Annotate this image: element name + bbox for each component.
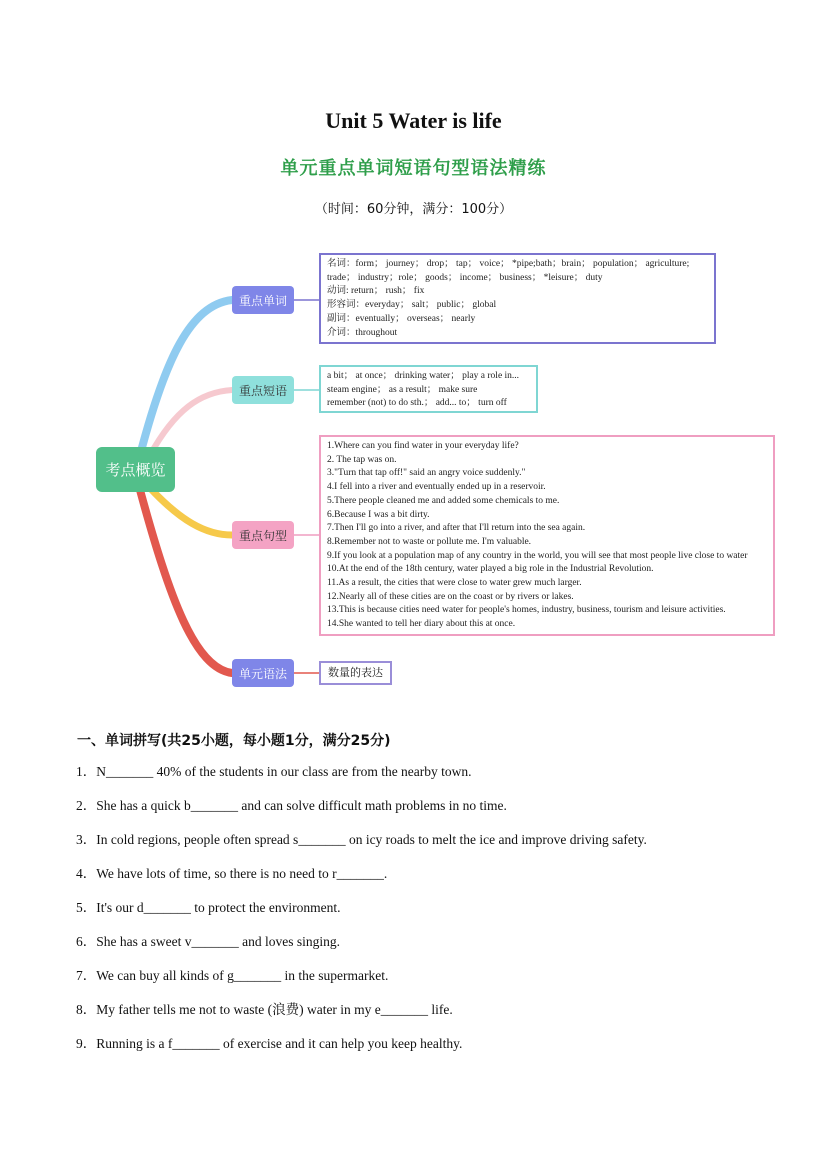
question-item: 6．She has a sweet v_______ and loves singing. bbox=[76, 934, 340, 949]
sentence-line: 14.She wanted to tell her diary about this at once. bbox=[327, 619, 516, 630]
time-info: （时间：60分钟，满分：100分） bbox=[314, 202, 513, 217]
sentence-line: 10.At the end of the 18th century, water played a big role in the Industrial Revolution. bbox=[327, 564, 654, 575]
sentence-line: 4.I fell into a river and eventually ended up in a reservoir. bbox=[327, 482, 546, 493]
node-vocab: 重点单词 bbox=[232, 286, 294, 314]
vocab-line: trade； industry；role； goods； income； business； *leisure； duty bbox=[327, 272, 603, 283]
phrase-line: a bit； at once； drinking water； play a role in... bbox=[327, 371, 520, 381]
sentence-line: 1.Where can you find water in your everyday life? bbox=[327, 441, 519, 451]
node-grammar: 单元语法 bbox=[232, 659, 294, 687]
question-item: 1．N_______ 40% of the students in our class are from the nearby town. bbox=[76, 764, 472, 779]
sentence-line: 13.This is because cities need water for people's homes, industry, business, tourism and leisure activities. bbox=[327, 605, 726, 616]
document-title: Unit 5 Water is life bbox=[325, 108, 502, 133]
vocab-box bbox=[319, 253, 716, 344]
vocab-line: 名词：form； journey； drop； tap； voice； *pipe;bath；brain； population； agriculture; bbox=[327, 259, 690, 269]
question-item: 2．She has a quick b_______ and can solve difficult math problems in no time. bbox=[76, 798, 507, 813]
question-item: 8．My father tells me not to waste (浪费) water in my e_______ life. bbox=[76, 1002, 453, 1017]
sentence-line: 11.As a result, the cities that were close to water grew much larger. bbox=[327, 578, 582, 589]
sentence-line: 3."Turn that tap off!" said an angry voice suddenly." bbox=[327, 468, 526, 479]
mindmap-root: 考点概览 bbox=[96, 447, 175, 492]
grammar-box: 数量的表达 bbox=[319, 661, 392, 685]
question-item: 9．Running is a f_______ of exercise and it can help you keep healthy. bbox=[76, 1036, 463, 1051]
branch-phrases bbox=[150, 390, 232, 455]
question-item: 4．We have lots of time, so there is no need to r_______. bbox=[76, 866, 388, 881]
phrase-line: remember (not) to do sth.； add... to； turn off bbox=[327, 398, 507, 409]
vocab-line: 副词：eventually； overseas； nearly bbox=[327, 313, 476, 324]
vocab-line: 动词: return； rush； fix bbox=[327, 286, 425, 297]
phrases-box bbox=[319, 365, 538, 413]
vocab-line: 介词：throughout bbox=[327, 327, 398, 338]
branch-sentences bbox=[150, 488, 232, 535]
document-subtitle: 单元重点单词短语句型语法精练 bbox=[280, 158, 547, 179]
branch-vocab bbox=[140, 300, 232, 455]
phrase-line: steam engine； as a result； make sure bbox=[327, 384, 478, 395]
sentence-line: 9.If you look at a population map of any country in the world, you will see that most people live close to water bbox=[327, 550, 748, 561]
node-phrases: 重点短语 bbox=[232, 376, 294, 404]
question-list bbox=[76, 762, 776, 1068]
section-heading: 一、单词拼写(共25小题，每小题1分，满分25分) bbox=[77, 733, 391, 749]
sentence-line: 12.Nearly all of these cities are on the coast or by rivers or lakes. bbox=[327, 591, 574, 602]
sentences-box bbox=[319, 435, 775, 636]
sentence-line: 7.Then I'll go into a river, and after that I'll return into the sea again. bbox=[327, 523, 586, 534]
vocab-line: 形容词：everyday； salt； public； global bbox=[327, 300, 497, 311]
sentence-line: 2. The tap was on. bbox=[327, 454, 397, 465]
question-item: 7．We can buy all kinds of g_______ in the supermarket. bbox=[76, 968, 389, 983]
sentence-line: 5.There people cleaned me and added some chemicals to me. bbox=[327, 495, 560, 506]
sentence-line: 8.Remember not to waste or pollute me. I'm valuable. bbox=[327, 536, 532, 547]
question-item: 3．In cold regions, people often spread s_______ on icy roads to melt the ice and improve driving safety. bbox=[76, 832, 647, 847]
question-item: 5．It's our d_______ to protect the environment. bbox=[76, 900, 341, 915]
sentence-line: 6.Because I was a bit dirty. bbox=[327, 509, 430, 520]
node-sentences: 重点句型 bbox=[232, 521, 294, 549]
